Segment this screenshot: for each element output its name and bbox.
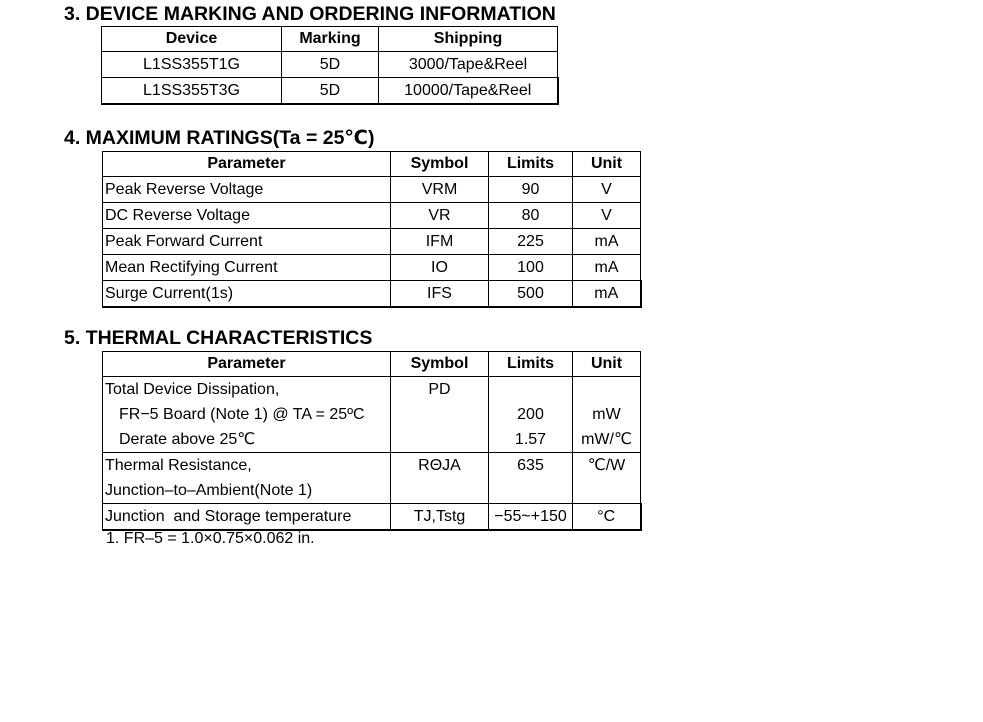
- symbol-cell: PD: [391, 377, 489, 403]
- symbol-cell: IFM: [391, 229, 489, 255]
- table-row: [103, 504, 641, 531]
- shipping-cell: 10000/Tape&Reel: [379, 78, 558, 105]
- parameter-cell: DC Reverse Voltage: [103, 203, 391, 229]
- parameter-cell: Peak Forward Current: [103, 229, 391, 255]
- symbol-cell: IO: [391, 255, 489, 281]
- unit-cell: V: [573, 177, 641, 203]
- marking-cell: 5D: [282, 78, 379, 105]
- parameter-cell: Junction–to–Ambient(Note 1): [103, 478, 391, 504]
- parameter-cell: Thermal Resistance,: [103, 453, 391, 479]
- symbol-cell: VRM: [391, 177, 489, 203]
- column-header-symbol: Symbol: [391, 352, 489, 377]
- symbol-cell: VR: [391, 203, 489, 229]
- column-header-device: Device: [102, 27, 282, 52]
- unit-cell: [573, 478, 641, 504]
- table-row: [103, 377, 641, 403]
- limits-cell: [489, 478, 573, 504]
- symbol-cell: [391, 427, 489, 453]
- column-header-unit: Unit: [573, 352, 641, 377]
- parameter-cell: FR−5 Board (Note 1) @ TA = 25ºC: [103, 402, 391, 427]
- unit-cell: mA: [573, 255, 641, 281]
- unit-cell: °C: [573, 504, 641, 531]
- limits-cell: −55~+150: [489, 504, 573, 531]
- table-row: [102, 52, 558, 78]
- symbol-cell: TJ,Tstg: [391, 504, 489, 531]
- table-row: [103, 255, 641, 281]
- table-header-row: [103, 152, 641, 177]
- column-header-parameter: Parameter: [103, 152, 391, 177]
- parameter-cell: Surge Current(1s): [103, 281, 391, 308]
- limits-cell: [489, 377, 573, 403]
- device-cell: L1SS355T1G: [102, 52, 282, 78]
- table-header-row: [103, 352, 641, 377]
- parameter-cell: Peak Reverse Voltage: [103, 177, 391, 203]
- symbol-cell: [391, 478, 489, 504]
- table-row: [103, 427, 641, 453]
- unit-cell: mA: [573, 229, 641, 255]
- column-header-limits: Limits: [489, 352, 573, 377]
- ratings-table: [102, 151, 642, 308]
- table-row: [103, 229, 641, 255]
- shipping-cell: 3000/Tape&Reel: [379, 52, 558, 78]
- table-row: [103, 478, 641, 504]
- symbol-cell: RΘJA: [391, 453, 489, 479]
- unit-cell: mW/℃: [573, 427, 641, 453]
- unit-cell: V: [573, 203, 641, 229]
- column-header-marking: Marking: [282, 27, 379, 52]
- device-cell: L1SS355T3G: [102, 78, 282, 105]
- ratings-section-title: 4. MAXIMUM RATINGS(Ta = 25℃): [64, 127, 375, 149]
- unit-cell: [573, 377, 641, 403]
- ordering-table: [101, 26, 559, 105]
- column-header-parameter: Parameter: [103, 352, 391, 377]
- limits-cell: 100: [489, 255, 573, 281]
- table-row: [103, 177, 641, 203]
- parameter-cell: Junction and Storage temperature: [103, 504, 391, 531]
- table-header-row: [102, 27, 558, 52]
- unit-cell: mA: [573, 281, 641, 308]
- column-header-symbol: Symbol: [391, 152, 489, 177]
- column-header-unit: Unit: [573, 152, 641, 177]
- limits-cell: 90: [489, 177, 573, 203]
- column-header-limits: Limits: [489, 152, 573, 177]
- table-row: [103, 281, 641, 308]
- column-header-shipping: Shipping: [379, 27, 558, 52]
- footnote: 1. FR–5 = 1.0×0.75×0.062 in.: [106, 530, 315, 547]
- parameter-cell: Mean Rectifying Current: [103, 255, 391, 281]
- limits-cell: 635: [489, 453, 573, 479]
- limits-cell: 200: [489, 402, 573, 427]
- unit-cell: ℃/W: [573, 453, 641, 479]
- table-row: [103, 402, 641, 427]
- thermal-table: [102, 351, 642, 531]
- unit-cell: mW: [573, 402, 641, 427]
- limits-cell: 225: [489, 229, 573, 255]
- table-row: [103, 453, 641, 479]
- thermal-section-title: 5. THERMAL CHARACTERISTICS: [64, 327, 373, 349]
- table-row: [103, 203, 641, 229]
- limits-cell: 80: [489, 203, 573, 229]
- marking-cell: 5D: [282, 52, 379, 78]
- symbol-cell: [391, 402, 489, 427]
- table-row: [102, 78, 558, 105]
- limits-cell: 1.57: [489, 427, 573, 453]
- parameter-cell: Derate above 25℃: [103, 427, 391, 453]
- parameter-cell: Total Device Dissipation,: [103, 377, 391, 403]
- ordering-section-title: 3. DEVICE MARKING AND ORDERING INFORMATION: [64, 3, 556, 25]
- symbol-cell: IFS: [391, 281, 489, 308]
- limits-cell: 500: [489, 281, 573, 308]
